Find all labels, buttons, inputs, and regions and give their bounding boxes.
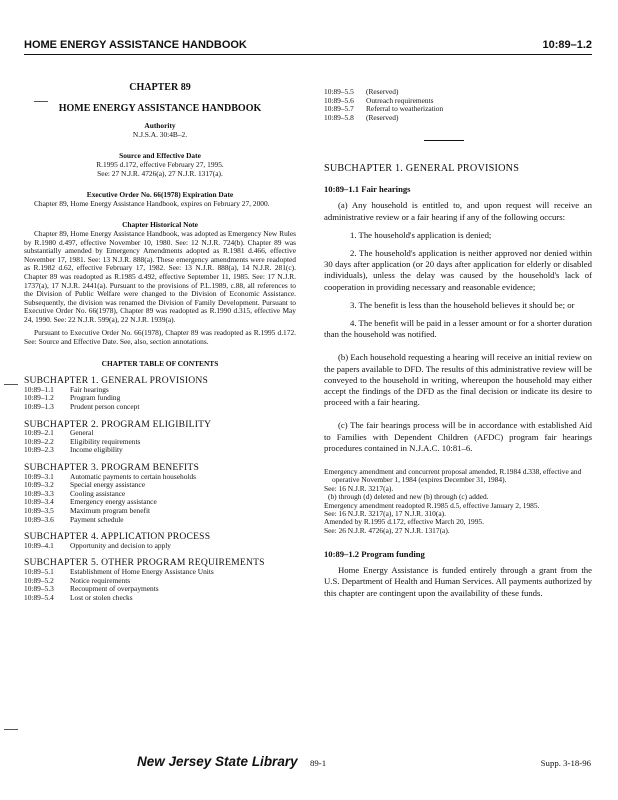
toc-caption: (Reserved)	[366, 112, 399, 122]
toc-row	[324, 105, 592, 114]
header-rule	[24, 54, 592, 55]
toc-group	[24, 377, 296, 411]
source-line: See: 27 N.J.R. 4726(a), 27 N.J.R. 1317(a).	[97, 168, 223, 178]
toc-caption: Prudent person concept	[70, 402, 140, 412]
toc-caption: Eligibility requirements	[70, 436, 141, 446]
paragraph-b: (b) Each household requesting a hearing will receive an initial review on the papers available to DFD. The results of this administrative review will be conveyed to the household in writing, whereupon the household may either accept the findings of the DFD as the final decision or indicate its desire to proceed with a fair hearing.	[324, 352, 592, 408]
toc-subchapter-title: SUBCHAPTER 5. OTHER PROGRAM REQUIREMENTS	[24, 557, 265, 569]
supplement-date: Supp. 3-18-96	[540, 758, 591, 768]
toc-number: 10:89–5.6	[324, 95, 354, 105]
toc-row	[24, 429, 296, 438]
toc-caption: Maximum program benefit	[70, 505, 151, 515]
toc-number: 10:89–1.3	[24, 402, 54, 412]
right-column	[324, 88, 592, 599]
toc-row	[24, 507, 296, 516]
toc-group	[24, 418, 296, 455]
toc-row	[324, 114, 592, 123]
toc-caption: Automatic payments to certain households	[70, 471, 197, 481]
chapter-name: HOME ENERGY ASSISTANCE HANDBOOK	[58, 102, 262, 114]
running-header	[24, 39, 592, 53]
toc-subchapter-title: SUBCHAPTER 3. PROGRAM BENEFITS	[24, 462, 199, 473]
section-heading: 10:89–1.1 Fair hearings	[324, 184, 411, 195]
toc-caption: Outreach requirements	[366, 95, 434, 105]
history-text-2: Pursuant to Executive Order No. 66(1978), Chapter 89 was readopted as R.1995 d.172. See: Source and Effective Date. See, also, section annotations.	[24, 328, 296, 347]
eo-label: Executive Order No. 66(1978) Expiration Date	[86, 190, 234, 200]
toc-number: 10:89–5.4	[24, 592, 54, 602]
toc-caption: General	[70, 428, 94, 438]
margin-mark	[4, 729, 18, 730]
toc-row	[24, 577, 296, 586]
toc-number: 10:89–2.1	[24, 428, 54, 438]
toc-row	[24, 516, 296, 525]
toc-row	[24, 446, 296, 455]
toc-number: 10:89–3.5	[24, 505, 54, 515]
list-item: 2. The household's application is neither approved nor denied within 30 days after application (or 20 days after application for elderly or disabled individuals), unless the delay was caused by the household's lack of cooperation in providing necessary and reasonable evidence;	[324, 247, 592, 292]
toc-continued	[324, 88, 592, 122]
toc-row	[24, 568, 296, 577]
toc-caption: Referral to weatherization	[366, 104, 444, 114]
toc-subchapter-title: SUBCHAPTER 4. APPLICATION PROCESS	[24, 531, 211, 543]
paragraph-a: (a) Any household is entitled to, and upon request will receive an administrative review or a fair hearing if any of the following occurs:	[324, 200, 592, 222]
toc-row	[24, 438, 296, 447]
toc-caption: Notice requirements	[70, 575, 131, 585]
toc-number: 10:89–5.5	[324, 87, 354, 96]
toc-caption: Lost or stolen checks	[70, 592, 133, 602]
paragraph-c: (c) The fair hearings process will be in accordance with established Aid to Families with Dependent Children (AFDC) program fair hearings procedures contained in N.J.A.C. 10:81–6.	[324, 420, 592, 453]
toc-row	[24, 473, 296, 482]
toc-subchapter-title: SUBCHAPTER 1. GENERAL PROVISIONS	[24, 375, 209, 387]
toc-group	[24, 464, 296, 524]
toc-row	[324, 97, 592, 106]
toc-row	[24, 403, 296, 412]
left-column	[24, 84, 296, 602]
eo-text: Chapter 89, Home Energy Assistance Handbook, expires on February 27, 2000.	[34, 198, 270, 208]
toc-row	[24, 585, 296, 594]
authority-text: N.J.S.A. 30:4B–2.	[132, 129, 188, 139]
toc-caption: Opportunity and decision to apply	[70, 540, 171, 550]
toc-caption: Cooling assistance	[70, 488, 126, 498]
header-section: 10:89–1.2	[542, 39, 592, 51]
toc-number: 10:89–5.1	[24, 566, 54, 576]
toc-number: 10:89–3.4	[24, 497, 54, 507]
history-text: Chapter 89, Home Energy Assistance Handbook, was adopted as Emergency New Rules by R.1980 d.497, effective November 10, 1980. See: 12 N.J.R. 724(b). Chapter 89 was substantially amended by Emergency Amendments adopted as R.1981 d.466, effective November 17, 1981. See: 13 N.J.R. 888(a). These emergency amendments were readopted as R.1982 d.62, effective February 17, 1982. See: 13 N.J.R. 888(a), 14 N.J.R. 281(c). Chapter 89 was readopted as R.1985 d.492, effective September 11, 1985. See: 17 N.J.R. 1737(a), 17 N.J.R. 2441(a). Pursuant to the provisions of P.L.1989, c.88, all references to the Division of Public Welfare were changed to the Division of Economic Assistance. Subsequently, the division was renamed the Division of Family Development. Pursuant to Executive Order No. 66(1978), Chapter 89 was readopted as R.1990 d.315, effective May 24, 1990. See: 22 N.J.R. 599(a), 22 N.J.R. 1939(a).	[24, 228, 296, 324]
page-footer	[0, 752, 618, 772]
list-item: 1. The household's application is denied;	[350, 229, 492, 240]
toc-number: 10:89–2.2	[24, 436, 54, 446]
history-line: Emergency amendment readopted R.1985 d.5, effective January 2, 1985.	[324, 500, 540, 510]
section-heading: 10:89–1.2 Program funding	[324, 549, 425, 560]
toc-number: 10:89–3.3	[24, 488, 54, 498]
source-line: R.1995 d.172, effective February 27, 1995.	[96, 159, 224, 169]
history-line: See: 16 N.J.R. 3217(a).	[324, 483, 394, 493]
history-line: See: 16 N.J.R. 3217(a), 17 N.J.R. 310(a).	[324, 509, 446, 519]
history-line: See: 26 N.J.R. 4726(a), 27 N.J.R. 1317(a).	[324, 525, 450, 535]
toc-number: 10:89–3.6	[24, 514, 54, 524]
toc-caption: Recoupment of overpayments	[70, 584, 159, 594]
toc-group	[24, 533, 296, 550]
toc-number: 10:89–4.1	[24, 540, 54, 550]
toc-number: 10:89–5.8	[324, 112, 354, 122]
toc-number: 10:89–2.3	[24, 445, 54, 455]
toc-row	[24, 542, 296, 551]
subchapter-heading: SUBCHAPTER 1. GENERAL PROVISIONS	[324, 163, 520, 175]
section-divider	[424, 140, 464, 141]
toc-row	[24, 594, 296, 603]
history-line: Amended by R.1995 d.172, effective March 20, 1995.	[324, 517, 484, 527]
list-item: 3. The benefit is less than the household believes it should be; or	[350, 299, 575, 310]
source-label: Source and Effective Date	[119, 151, 201, 161]
toc-row	[24, 386, 296, 395]
toc-caption: Establishment of Home Energy Assistance Units	[70, 566, 214, 576]
paragraph: Home Energy Assistance is funded entirely through a grant from the U.S. Department of Health and Human Services. All payments authorized by this chapter are contingent upon the availability of these funds.	[324, 565, 592, 598]
margin-mark	[4, 384, 18, 385]
section-history-note	[324, 468, 592, 535]
toc-label: CHAPTER TABLE OF CONTENTS	[101, 358, 219, 368]
toc-number: 10:89–3.1	[24, 471, 54, 481]
history-line: (b) through (d) deleted and new (b) through (c) added.	[328, 492, 489, 502]
toc-number: 10:89–1.1	[24, 384, 54, 394]
toc-number: 10:89–5.3	[24, 584, 54, 594]
toc-caption: (Reserved)	[366, 87, 399, 96]
toc-number: 10:89–1.2	[24, 393, 54, 403]
toc-caption: Income eligibility	[70, 445, 123, 455]
page-number: 89-1	[310, 758, 327, 768]
library-stamp: New Jersey State Library	[137, 754, 298, 769]
list-item: 4. The benefit will be paid in a lesser amount or for a shorter duration than the household was notified.	[324, 318, 592, 340]
toc-caption: Emergency energy assistance	[70, 497, 157, 507]
toc-subchapter-title: SUBCHAPTER 2. PROGRAM ELIGIBILITY	[24, 418, 212, 430]
toc-caption: Fair hearings	[70, 384, 109, 394]
toc-caption: Program funding	[70, 393, 121, 403]
toc-number: 10:89–3.2	[24, 480, 54, 490]
history-label: Chapter Historical Note	[122, 220, 198, 230]
toc-row	[24, 481, 296, 490]
toc-number: 10:89–5.7	[324, 104, 354, 114]
toc-row	[324, 88, 592, 97]
toc-row	[24, 490, 296, 499]
chapter-number: CHAPTER 89	[129, 82, 191, 93]
header-title: HOME ENERGY ASSISTANCE HANDBOOK	[24, 39, 247, 51]
toc-caption: Payment schedule	[70, 514, 124, 524]
toc-caption: Special energy assistance	[70, 480, 145, 490]
toc-row	[24, 498, 296, 507]
toc-row	[24, 394, 296, 403]
toc-group	[24, 559, 296, 602]
history-line: Emergency amendment and concurrent proposal amended, R.1984 d.338, effective and operative November 1, 1984 (expires December 31, 1984).	[324, 467, 582, 485]
authority-label: Authority	[144, 121, 176, 131]
toc-number: 10:89–5.2	[24, 575, 54, 585]
